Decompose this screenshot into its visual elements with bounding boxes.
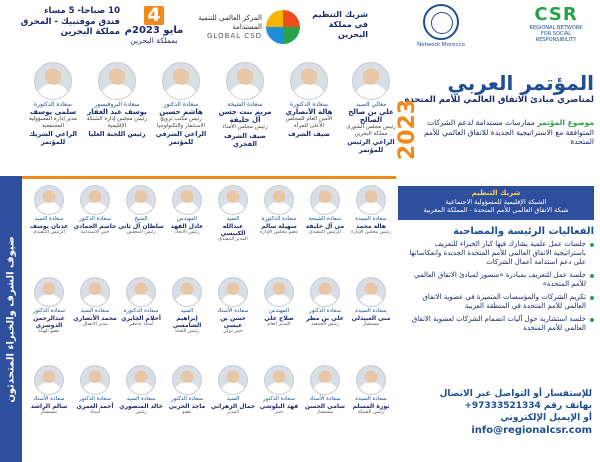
guest-photo <box>126 365 156 395</box>
guest-title: سعادة السيد <box>34 216 64 222</box>
guest-title: سعادة الأستاذ <box>33 396 65 402</box>
guest-photo <box>264 365 294 395</box>
guest-role: رئيس الشبكة <box>357 409 385 415</box>
top-speaker-card <box>340 62 402 154</box>
global-compact-logo <box>416 4 466 60</box>
guest-role: رئيس الاتحاد <box>174 229 200 235</box>
date-day: 4 <box>144 6 163 25</box>
guest-title: سعادة الدكتور <box>33 308 65 314</box>
guest-role: عضو <box>182 409 192 415</box>
guest-card <box>26 365 72 415</box>
top-speaker-card <box>86 62 148 138</box>
guest-role: عضو مجلس الإدارة <box>259 229 299 235</box>
guest-card <box>26 277 72 334</box>
date-place: بمملكة البحرين <box>130 36 178 45</box>
guest-title: سعادة الدكتور <box>263 396 295 402</box>
top-speaker-card <box>214 62 276 148</box>
guest-role: المدير العام <box>267 321 291 327</box>
speaker-role: رئيس مجلس الأمناء <box>222 124 268 130</box>
guest-role: المدير التنفيذي <box>218 236 248 242</box>
guest-card <box>118 185 164 235</box>
guest-photo <box>80 365 110 395</box>
guest-role: الرئيس التنفيذي <box>33 229 65 235</box>
csr-mark <box>520 4 592 25</box>
guest-photo <box>310 277 340 307</box>
guest-name: هالة محمد <box>356 222 386 230</box>
guest-photo <box>34 277 64 307</box>
guest-title: السيد <box>180 308 194 314</box>
contact-block <box>420 388 592 437</box>
conference-subtitle: لمناصري مبادئ الاتفاق العالمي للأمم المتحدة <box>404 95 594 105</box>
guest-name: ماجد الحربي <box>168 402 206 410</box>
activities-heading: الفعاليات الرئيسة والمصاحبة <box>453 226 594 237</box>
guest-card <box>302 277 348 327</box>
guest-photo <box>356 277 386 307</box>
guest-title: سعادة الأستاذ <box>309 396 341 402</box>
guest-title: سعادة الدكتورة <box>261 216 297 222</box>
guest-title: سعادة الشيخة <box>308 216 342 222</box>
guest-photo <box>80 277 110 307</box>
speaker-tag: ضيف الشرف <box>288 130 330 138</box>
speaker-title: معالي السيد <box>355 101 387 108</box>
guest-name: عبدالرحمن الدوسري <box>33 314 65 329</box>
guest-name: سهيلة سالم <box>261 222 297 230</box>
guest-photo <box>310 185 340 215</box>
csr-sub-line1: REGIONAL NETWORK <box>529 25 583 31</box>
guest-role: مستشار <box>362 321 380 327</box>
guest-role: رئيس المجلس <box>126 229 156 235</box>
speaker-photo <box>226 62 264 100</box>
contact-phone[interactable]: بهاتف رقم 97333521334+ <box>464 401 592 411</box>
event-venue: فندق موفنبيك - المحرق <box>20 16 120 27</box>
event-country: مملكة البحرين <box>60 27 120 37</box>
guest-card <box>164 277 210 334</box>
date-box <box>122 4 186 45</box>
guest-photo <box>356 365 386 395</box>
contact-email-link[interactable]: info@regionalcsr.com <box>471 425 592 436</box>
guest-name: منى العبيدلي <box>351 314 391 322</box>
activity-item: تكريم الشركات والمؤسسات المتميزة في عضوية الاتفاق العالمي للأمم المتحدة في المنطقة العربية <box>404 293 594 311</box>
activity-item: جلسة استشارية حول آليات انضمام الشركات لعضوية الاتفاق العالمي للأمم المتحدة <box>404 315 594 333</box>
guest-name: فهد البلوشي <box>259 402 299 410</box>
speaker-title: سعادة الدكتورة <box>290 101 328 108</box>
org-partner-line1: شريك التنظيم <box>312 10 368 19</box>
guest-card <box>210 185 256 242</box>
guest-title: السيد <box>226 396 240 402</box>
guest-photo <box>172 185 202 215</box>
guest-card <box>72 365 118 415</box>
speaker-photo <box>162 62 200 100</box>
guest-title: سعادة الدكتورة <box>123 308 159 314</box>
guest-name: مي آل خليفة <box>305 222 345 230</box>
guest-name: عادل الفهد <box>170 222 204 230</box>
guest-photo <box>356 185 386 215</box>
csr-logo <box>520 4 592 60</box>
speaker-name: علي بن صالح الصالح <box>348 108 394 124</box>
guest-role: رئيس مجلس الإدارة <box>350 229 391 235</box>
guest-card <box>348 365 394 415</box>
guest-title: سعادة السيدة <box>355 216 387 222</box>
guest-photo <box>34 185 64 215</box>
gcsd-name-en: GLOBAL CSD <box>206 32 262 40</box>
gcsd-emblem-icon <box>266 10 300 44</box>
guest-name: أحلام الجابري <box>121 314 161 322</box>
conference-year <box>395 94 421 164</box>
speaker-role: الأمين العام للمجلس الأعلى للمرأة <box>285 116 333 129</box>
global-compact-emblem-icon <box>423 4 459 40</box>
guest-photo <box>80 185 110 215</box>
guest-role: عضو الهيئة <box>38 328 60 334</box>
activity-item: جلسات عمل علمية يشارك فيها كبار الخبراء للتعريف باستراتيجية الاتفاق العالمي للأمم المتحدة الجديدة وانعكاساتها على دعم استدامة أعمال الشركات <box>404 240 594 267</box>
guest-title: سعادة الدكتور <box>171 396 203 402</box>
speaker-title: سعادة البروفيسور <box>94 101 140 108</box>
guest-photo <box>218 277 248 307</box>
guest-role: رئيس اللجنة <box>174 328 200 334</box>
guest-name: عبدالله الكبيسي <box>220 222 246 237</box>
guests-grid-title-text: ضيوف الشرف والخبراء المتحدثون <box>5 235 17 403</box>
guest-photo <box>218 365 248 395</box>
guest-photo <box>34 365 64 395</box>
conference-topic <box>424 118 594 147</box>
conference-title: المؤتمر العربي <box>447 71 594 95</box>
guest-title: سعادة الأستاذ <box>217 308 249 314</box>
speaker-role: رئيس مكتب ترويج الاستثمار والتكنولوجيا <box>156 116 206 129</box>
guest-title: المهندس <box>268 308 290 314</box>
top-speaker-card <box>278 62 340 138</box>
date-month: مايو 2023م <box>124 25 184 36</box>
speaker-tag: الراعي الشريك للمؤتمر <box>28 130 78 146</box>
guest-card <box>26 185 72 235</box>
speaker-role: مدير إدارة المسؤولية المجتمعية <box>28 116 77 129</box>
guest-card <box>210 277 256 334</box>
partners-banner-heading: شريك التنظيم <box>471 189 521 197</box>
guest-card <box>348 277 394 327</box>
guest-card <box>118 277 164 327</box>
gcsd-name-ar: المركز العالمي للتنمية المستدامة <box>198 14 262 31</box>
speaker-name: مريم بنت حسن آل خليفة <box>218 108 272 124</box>
guest-photo <box>218 185 248 215</box>
guest-card <box>72 277 118 327</box>
guest-name: عدنان يوسف <box>29 222 69 230</box>
speaker-title: سعادة الشيخة <box>227 101 263 108</box>
guest-card <box>302 365 348 415</box>
topic-text: ممارسات مستدامة لدعم الشركات المتوافقة مع الاستراتيجية الجديدة للاتفاق العالمي للأمم المتحدة <box>423 118 594 146</box>
guest-name: سالم الراشد <box>30 402 68 410</box>
speaker-tag: الراعي الشرفي للمؤتمر <box>155 130 207 146</box>
guest-title: سعادة السيد <box>126 396 156 402</box>
csr-sub-line2: FOR SOCIAL RESPONSIBILITY <box>535 31 577 43</box>
gcsd-logo <box>190 5 300 49</box>
guest-photo <box>126 185 156 215</box>
guest-card <box>164 185 210 235</box>
guest-title: سعادة السيد <box>80 308 110 314</box>
guests-grid-title <box>0 176 22 462</box>
guest-name: جمال الزهراني <box>210 402 256 410</box>
guest-card <box>348 185 394 235</box>
organizing-partner <box>298 10 368 40</box>
guest-role: المدير <box>226 409 240 415</box>
guest-role: مدير الاتصال <box>82 321 108 327</box>
guest-name: سلطان آل ثاني <box>118 222 164 230</box>
speaker-photo <box>34 62 72 100</box>
guest-role: خبير دولي <box>223 328 243 334</box>
speaker-tag: ضيف الشرف الفخري <box>224 131 266 148</box>
speaker-name: يوسف عبد الغفار <box>87 108 147 116</box>
speaker-photo <box>98 62 136 100</box>
guest-name: علي بن مطر <box>306 314 344 322</box>
guest-title: السيد <box>226 216 240 222</box>
guest-photo <box>264 185 294 215</box>
contact-line3: أو الإيميل الإلكتروني <box>500 413 592 423</box>
guest-card <box>302 185 348 235</box>
guest-card <box>256 277 302 327</box>
speaker-title: سعادة الدكتورة <box>34 101 72 108</box>
top-speaker-card <box>22 62 84 146</box>
guest-title: المهندس <box>176 216 198 222</box>
guests-grid <box>0 176 396 462</box>
event-time: 10 صباحا- 5 مساء <box>44 6 120 16</box>
speaker-role: رئيس مجلس إدارة الشبكة الإقليمية <box>86 116 148 129</box>
top-speaker-card <box>150 62 212 146</box>
guest-role: رئيس <box>135 409 147 415</box>
guest-photo <box>264 277 294 307</box>
topic-label: موضوع المؤتمر <box>537 118 594 127</box>
guest-name: حسن بن عيسى <box>220 314 246 329</box>
speaker-name: هاشم حسين <box>159 108 203 116</box>
guest-photo <box>126 277 156 307</box>
guest-name: صلاح علي <box>264 314 294 322</box>
guest-name: أحمد العمري <box>76 402 114 410</box>
guest-photo <box>310 365 340 395</box>
guest-photo <box>172 365 202 395</box>
guest-role: رئيس الجمعية <box>311 321 339 327</box>
guest-name: إبراهيم الشامسي <box>172 314 202 329</box>
guest-card <box>210 365 256 415</box>
guest-title: سعادة الدكتور <box>309 308 341 314</box>
guest-role: خبير <box>274 409 284 415</box>
activities-section <box>404 226 594 337</box>
partners-banner-line3: شبكة الاتفاق العالمي للأمم المتحدة - المملكة المغربية <box>423 206 569 214</box>
guest-title: سعادة السيدة <box>355 308 387 314</box>
speaker-role: رئيس مجلس الشورى مملكة البحرين <box>346 124 396 137</box>
guest-card <box>118 365 164 415</box>
guest-name: خالد المنصوري <box>119 402 163 410</box>
top-band <box>0 0 600 60</box>
guest-card <box>256 185 302 235</box>
guest-title: سعادة السيدة <box>355 396 387 402</box>
global-compact-network: Network Morocco <box>417 42 465 48</box>
guest-title: الشيخ <box>134 216 148 222</box>
conference-title-block <box>398 72 594 105</box>
guest-role: خبير الاستدامة <box>80 229 110 235</box>
partners-banner <box>398 186 594 220</box>
speaker-photo <box>352 62 390 100</box>
guest-name: سامي الحسن <box>304 402 346 410</box>
year-text: 2023 <box>395 98 421 160</box>
speaker-title: سعادة الدكتور <box>163 101 199 108</box>
event-info <box>8 6 120 38</box>
speaker-tag: الراعي الرئيس للمؤتمر <box>347 138 395 154</box>
speaker-photo <box>290 62 328 100</box>
speaker-tag: رئيس اللجنة العليا <box>88 130 146 138</box>
csr-mark-text: CSR <box>534 4 578 25</box>
speaker-name: سلمى يوسف <box>29 108 77 116</box>
guest-card <box>72 185 118 235</box>
guest-photo <box>172 277 202 307</box>
guest-role: مستشار <box>40 409 58 415</box>
guest-role: مستشار <box>316 409 334 415</box>
guest-name: جاسم الحمادي <box>73 222 117 230</box>
partners-banner-line2: الشبكة الإقليمية للمسؤولية الاجتماعية <box>445 198 547 206</box>
guest-title: سعادة الدكتور <box>79 396 111 402</box>
org-partner-line2: في مملكة البحرين <box>328 20 368 39</box>
guest-title: سعادة الدكتور <box>79 216 111 222</box>
contact-line1: للإستفسار أو التواصل عبر الاتصال <box>439 389 592 399</box>
guest-role: أستاذ <box>89 409 101 415</box>
guest-card <box>164 365 210 415</box>
guest-role: الرئيس التنفيذي <box>309 229 341 235</box>
guest-role: أستاذ جامعي <box>128 321 154 327</box>
activity-item: جلسة عمل للتعريف بمبادرة «منصور لمبادئ الاتفاق العالمي للأمم المتحدة» <box>404 271 594 289</box>
guest-card <box>256 365 302 415</box>
guest-name: محمد الأنصاري <box>73 314 117 322</box>
speaker-name: هالة الأنصاري <box>285 108 333 116</box>
guest-name: نورة المسلم <box>352 402 390 410</box>
